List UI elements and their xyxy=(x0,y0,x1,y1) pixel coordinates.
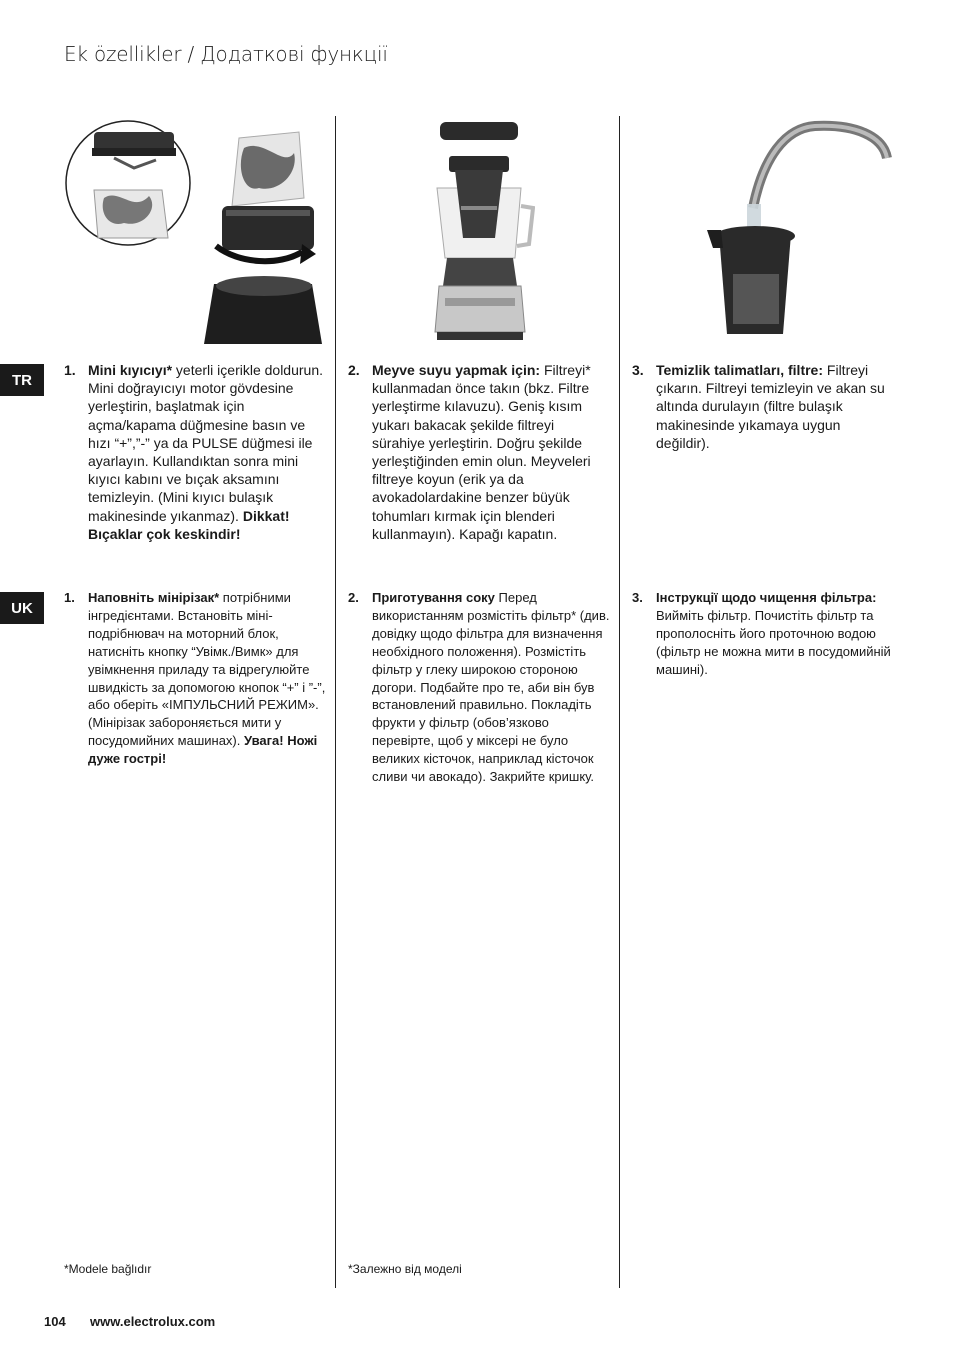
footnote-uk: *Залежно від моделі xyxy=(348,1262,462,1276)
step-text: Filtreyi* kullanmadan önce takın (bkz. Filtre yerleştirme kılavuzu). Geniş kısım yukarı bakacak şekilde filtreyi sürahiye yerleştirin. Doğru şekilde yerleştiğinden emin olun. Meyveleri filtreye koyun (erik ya da avokadolardakine benzer büyük tohumları kırmak için blenderi kullanmayın). Kapağı kapatın. xyxy=(372,362,591,542)
step-number: 3. xyxy=(632,590,643,605)
step-heading: Інструкції щодо чищення фільтра: xyxy=(656,590,877,605)
step-heading: Temizlik talimatları, filtre: xyxy=(656,362,824,378)
step-warning: Увага! Ножі дуже гострі! xyxy=(88,733,318,767)
tr-step-2 xyxy=(348,361,606,543)
website-link[interactable]: www.electrolux.com xyxy=(90,1314,216,1329)
footnote-tr: *Modele bağlıdır xyxy=(64,1262,152,1276)
blender-filter-icon xyxy=(425,118,535,344)
step-number: 3. xyxy=(632,362,644,378)
step-number: 1. xyxy=(64,590,75,605)
step-number: 1. xyxy=(64,362,76,378)
page-number: 104 xyxy=(44,1314,66,1329)
step-number: 2. xyxy=(348,590,359,605)
filter-rinse-icon xyxy=(705,118,895,344)
uk-step-2 xyxy=(348,589,614,786)
lang-tab-tr: TR xyxy=(0,364,44,396)
step-text: Вийміть фільтр. Почистіть фільтр та прополосніть його проточною водою (фільтр не можна мити в посудомийній машині). xyxy=(656,607,891,677)
step-number: 2. xyxy=(348,362,360,378)
step-heading: Meyve suyu yapmak için: xyxy=(372,362,541,378)
uk-step-3 xyxy=(632,589,894,679)
tr-step-1 xyxy=(64,361,326,543)
step-text: Filtreyi çıkarın. Filtreyi temizleyin ve akan su altında durulayın (filtre bulaşık makinesinde yıkamaya uygun değildir). xyxy=(656,362,885,451)
step-heading: Mini kıyıcıyı* xyxy=(88,362,173,378)
step-warning: Dikkat! Bıçaklar çok keskindir! xyxy=(88,507,290,542)
lang-tab-uk: UK xyxy=(0,592,44,624)
step-text: yeterli içerikle doldurun. Mini doğrayıcıyı motor gövdesine yerleştirin, başlatmak için açma/kapama düğmesine basın ve hızı “+”,”-” ya da PULSE düğmesi ile ayarlayın. Kullandıktan sonra mini kıyıcı kabını ve bıçak aksamını temizleyin. (Mini kıyıcı bulaşık makinesinde yıkanmaz). xyxy=(88,362,324,524)
column-divider xyxy=(335,116,336,1288)
mini-chopper-icon xyxy=(64,118,326,344)
uk-step-1 xyxy=(64,589,328,768)
step-heading: Наповніть мінірізак* xyxy=(88,590,220,605)
tr-step-3 xyxy=(632,361,894,452)
step-text: Перед використанням розмістіть фільтр* (див. довідку щодо фільтра для визначення необхідного положення). Розмістіть фільтр у глеку широкою стороною догори. Подбайте про те, аби він був встановлений правильно. Покладіть фрукти у фільтр (обов’язково перевірте, щоб у міксері не було великих кісточок, наприклад кісточок сливи чи авокадо). Закрийте кришку. xyxy=(372,590,610,785)
page-title: Ek özellikler / Додаткові функції xyxy=(64,42,388,66)
column-divider xyxy=(619,116,620,1288)
step-heading: Приготування соку xyxy=(372,590,495,605)
step-text: потрібними інгредієнтами. Встановіть міні-подрібнювач на моторний блок, натисніть кнопку “Увімк./Вимк» для увімкнення приладу та відрегулюйте швидкість за допомогою кнопок “+” і ”-”, або оберіть «ІМПУЛЬСНИЙ РЕЖИМ».(Мінірізак забороняється мити у посудомийних машинах). xyxy=(88,590,326,749)
